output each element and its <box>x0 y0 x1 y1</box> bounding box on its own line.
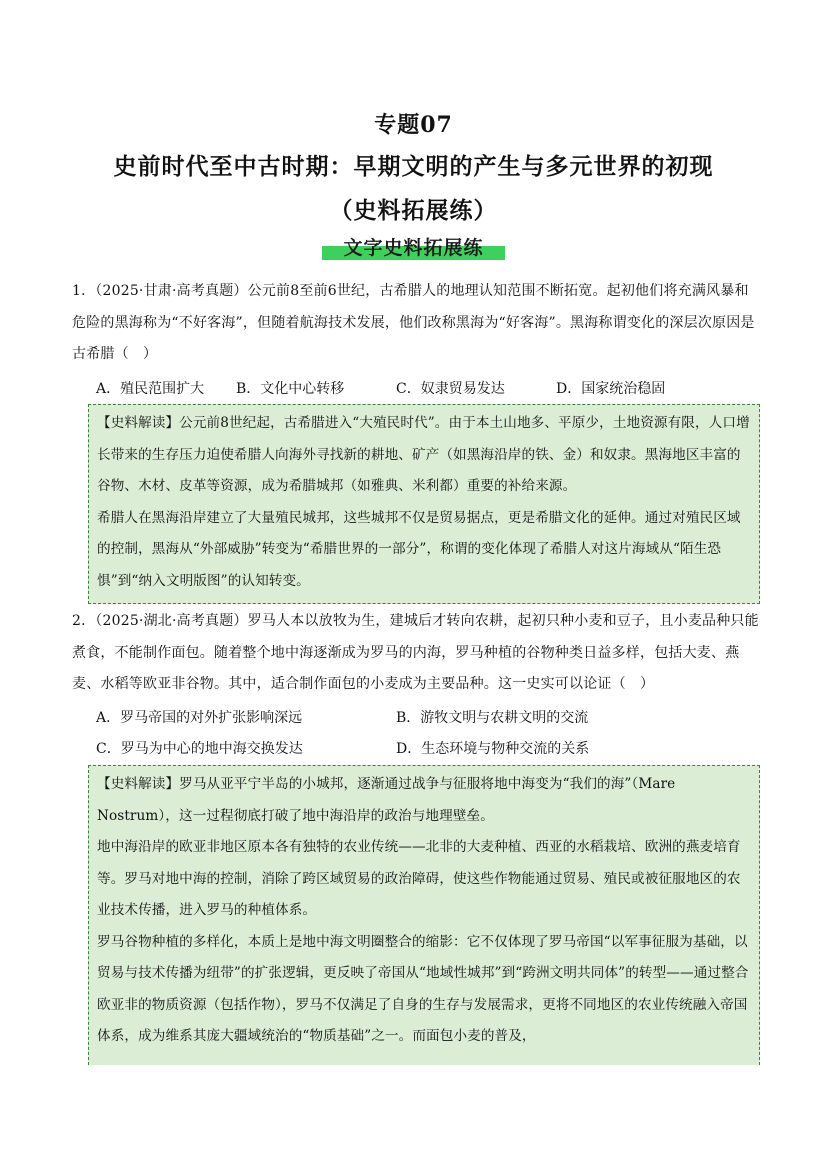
analysis-paragraph: 希腊人在黑海沿岸建立了大量殖民城邦，这些城邦不仅是贸易据点，更是希腊文化的延伸。通过对殖民区域的控制，黑海从“外部威胁”转变为“希腊世界的一部分”，称谓的变化体现了希腊人对这片海域从“陌生恐惧”到“纳入文明版图”的认知转变。 <box>97 509 741 589</box>
question-2-stem: 2．（2025·湖北·高考真题）罗马人本以放牧为生，建城后才转向农耕，起初只种小麦和豆子，且小麦品种只能煮食，不能制作面包。随着整个地中海逐渐成为罗马的内海，罗马种植的谷物种类日益多样，包括大麦、燕麦、水稻等欧亚非谷物。其中，适合制作面包的小麦成为主要品种。这一史实可以论证（ ） <box>72 613 759 692</box>
analysis-paragraph: 罗马谷物种植的多样化，本质上是地中海文明圈整合的缩影：它不仅体现了罗马帝国“以军事征服为基础，以贸易与技术传播为纽带”的扩张逻辑，更反映了帝国从“地域性城邦”到“跨洲文明共同体”的转型——通过整合欧亚非的物质资源（包括作物），罗马不仅满足了自身的生存与发展需求，更将不同地区的农业传统融入帝国体系，成为维系其庞大疆域统治的“物质基础”之一。而面包小麦的普及， <box>97 933 749 1044</box>
page-subtitle: （史料拓展练） <box>329 197 498 224</box>
analysis-paragraph: 【史料解读】罗马从亚平宁半岛的小城邦，逐渐通过战争与征服将地中海变为“我们的海”（Mare Nostrum），这一过程彻底打破了地中海沿岸的政治与地理壁垒。 <box>97 776 676 824</box>
question-1-option-c: C．奴隶贸易发达 <box>396 381 505 397</box>
question-1-analysis-box <box>88 404 760 604</box>
analysis-paragraph: 【史料解读】公元前8世纪起，古希腊进入“大殖民时代”。由于本土山地多、平原少，土地资源有限，人口增长带来的生存压力迫使希腊人向海外寻找新的耕地、矿产（如黑海沿岸的铁、金）和奴隶。黑海地区丰富的谷物、木材、皮革等资源，成为希腊城邦（如雅典、米利都）重要的补给来源。 <box>97 415 750 494</box>
question-2-option-c: C．罗马为中心的地中海交换发达 <box>96 741 303 757</box>
question-2-option-b: B．游牧文明与农耕文明的交流 <box>396 710 589 726</box>
question-2-option-a: A．罗马帝国的对外扩张影响深远 <box>96 710 303 726</box>
question-1-option-a: A．殖民范围扩大 <box>96 381 205 397</box>
page-title: 史前时代至中古时期：早期文明的产生与多元世界的初现 <box>113 153 714 180</box>
topic-number: 专题07 <box>374 112 453 138</box>
section-banner <box>322 233 505 261</box>
question-1-stem: 1．（2025·甘肃·高考真题）公元前8至前6世纪，古希腊人的地理认知范围不断拓宽。起初他们将充满风暴和危险的黑海称为“不好客海”，但随着航海技术发展，他们改称黑海为“好客海”。黑海称谓变化的深层次原因是古希腊（ ） <box>72 283 755 362</box>
analysis-paragraph: 地中海沿岸的欧亚非地区原本各有独特的农业传统——北非的大麦种植、西亚的水稻栽培、欧洲的燕麦培育等。罗马对地中海的控制，消除了跨区域贸易的政治障碍，使这些作物能通过贸易、殖民或被征服地区的农业技术传播，进入罗马的种植体系。 <box>97 839 741 918</box>
question-1-option-d: D．国家统治稳固 <box>556 381 666 397</box>
section-banner-label: 文字史料拓展练 <box>343 237 484 259</box>
question-2-option-d: D．生态环境与物种交流的关系 <box>396 741 590 757</box>
question-2-analysis-box <box>88 765 760 1065</box>
question-1-option-b: B．文化中心转移 <box>236 381 345 397</box>
